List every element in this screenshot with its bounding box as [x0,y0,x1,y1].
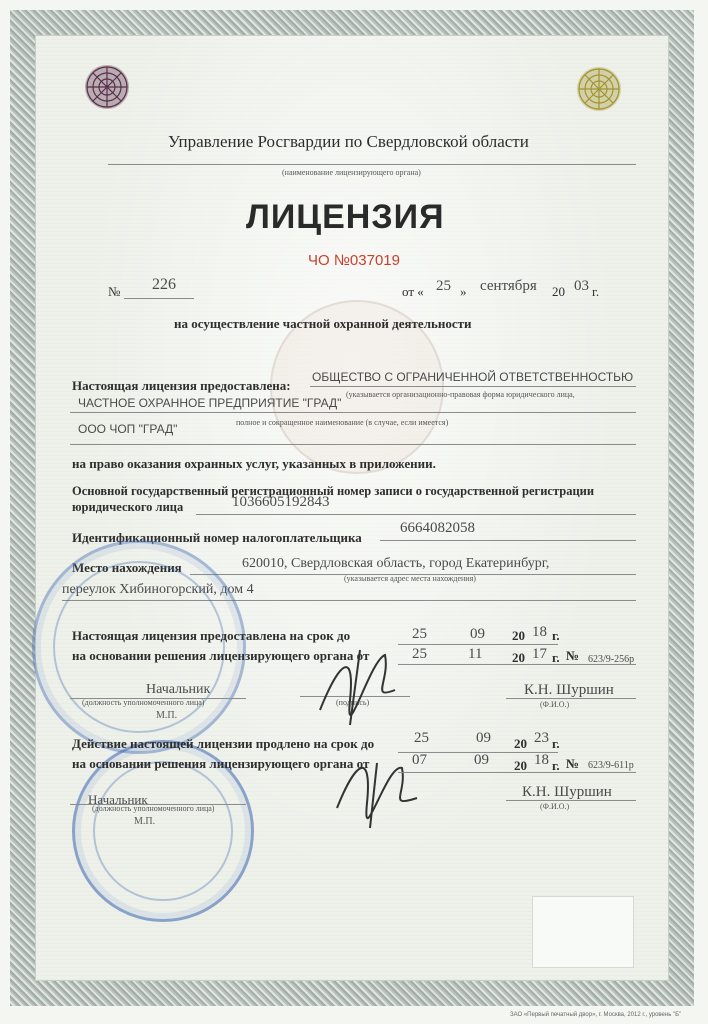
inn-label: Идентификационный номер налогоплательщика [72,530,362,545]
basis2-year-suffix: г. [552,758,560,773]
rosette-left-icon [82,62,132,112]
mp-1: М.П. [156,710,178,721]
address-caption: (указывается адрес места нахождения) [344,574,476,583]
date-quote: » [460,284,467,299]
term1-year-suffix: г. [552,628,560,643]
address-line-1: 620010, Свердловская область, город Екатеринбург, [242,556,550,571]
org-caption-2: полное и сокращенное наименование (в случае, если имеется) [236,418,449,427]
term1-year-prefix: 20 [512,628,525,643]
term2-year-prefix: 20 [514,736,527,751]
org-caption: (указывается организационно-правовая форма юридического лица, [346,390,575,399]
date-suffix: г. [592,284,600,299]
ogrn-label-2: юридического лица [72,500,184,514]
basis1-number: 623/9-256р [588,654,635,665]
signer-caption-2: (должность уполномоченного лица) [92,804,215,813]
ogrn-label-1: Основной государственный регистрационный номер записи о государственной регистрации [72,484,595,498]
org-name-full: ЧАСТНОЕ ОХРАННОЕ ПРЕДПРИЯТИЕ "ГРАД" [78,396,342,410]
signature-caption-1: (подпись) [336,698,370,707]
basis1-underline [398,664,636,665]
ogrn-value: 1036605192843 [232,494,330,510]
org-form-underline [310,386,636,387]
org-short-underline [70,444,636,445]
term2-day: 25 [414,730,429,746]
term2-year: 23 [534,730,549,746]
basis-label-1: на основании решения лицензирующего органа от [72,648,370,663]
basis2-day: 07 [412,752,427,768]
org-name-short: ООО ЧОП "ГРАД" [78,422,178,436]
license-subject: на осуществление частной охранной деятельности [174,316,472,331]
signer-caption-1: (должность уполномоченного лица) [82,698,205,707]
number-underline [124,298,194,299]
basis1-year: 17 [532,646,547,662]
term2-month: 09 [476,730,491,746]
extension-label: Действие настоящей лицензии продлено на срок до [72,736,375,751]
printer-imprint: ЗАО «Первый печатный двор», г. Москва, 2012 г., уровень "Б" [510,1012,682,1018]
basis1-num-sign: № [566,648,580,663]
granted-label: Настоящая лицензия предоставлена: [72,378,291,393]
ogrn-underline [196,514,636,515]
authority-caption: (наименование лицензирующего органа) [282,168,421,177]
basis1-year-suffix: г. [552,650,560,665]
inn-underline [380,540,636,541]
org-name-underline [70,412,636,413]
basis-label-2: на основании решения лицензирующего органа от [72,756,370,771]
hologram-sticker [532,896,634,968]
date-month: сентября [480,278,537,294]
mp-2: М.П. [134,816,156,827]
term1-day: 25 [412,626,427,642]
rights-text: на право оказания охранных услуг, указанных в приложении. [72,456,436,471]
signature-drawing-1 [300,640,430,730]
license-number: 226 [152,276,176,293]
term2-year-suffix: г. [552,736,560,751]
seal-stamp-upper [32,540,246,754]
org-form: ОБЩЕСТВО С ОГРАНИЧЕННОЙ ОТВЕТСТВЕННОСТЬЮ [312,370,634,384]
basis2-num-sign: № [566,756,580,771]
name-caption-2: (Ф.И.О.) [540,802,570,811]
term-label-1: Настоящая лицензия предоставлена на срок до [72,628,351,643]
authority-name: Управление Росгвардии по Свердловской области [168,132,529,151]
signer-name-underline-1 [506,698,636,699]
date-year: 03 [574,278,589,294]
address-line-2: переулок Хибиногорский, дом 4 [62,582,254,597]
location-label: Место нахождения [72,560,182,575]
basis1-month: 11 [468,646,483,662]
signer-title-2: Начальник [88,792,148,807]
basis2-number: 623/9-611р [588,760,634,771]
basis2-year: 18 [534,752,549,768]
inn-value: 6664082058 [400,520,475,536]
authority-underline [108,164,636,165]
basis1-day: 25 [412,646,427,662]
number-label: № [108,284,121,299]
basis2-month: 09 [474,752,489,768]
basis2-underline [398,772,636,773]
signer-name-1: К.Н. Шуршин [524,682,614,698]
signer-title-1: Начальник [146,682,211,697]
serial-number: ЧО №037019 [308,252,400,269]
basis1-year-prefix: 20 [512,650,525,665]
date-year-prefix: 20 [552,284,565,299]
name-caption-1: (Ф.И.О.) [540,700,570,709]
term1-year: 18 [532,624,547,640]
basis2-year-prefix: 20 [514,758,527,773]
date-day: 25 [436,278,451,294]
rosette-right-icon [574,64,624,114]
document-title: ЛИЦЕНЗИЯ [246,198,445,236]
term1-month: 09 [470,626,485,642]
signer-name-2: К.Н. Шуршин [522,784,612,800]
date-prefix: от « [402,284,424,299]
signer-name-underline-2 [506,800,636,801]
